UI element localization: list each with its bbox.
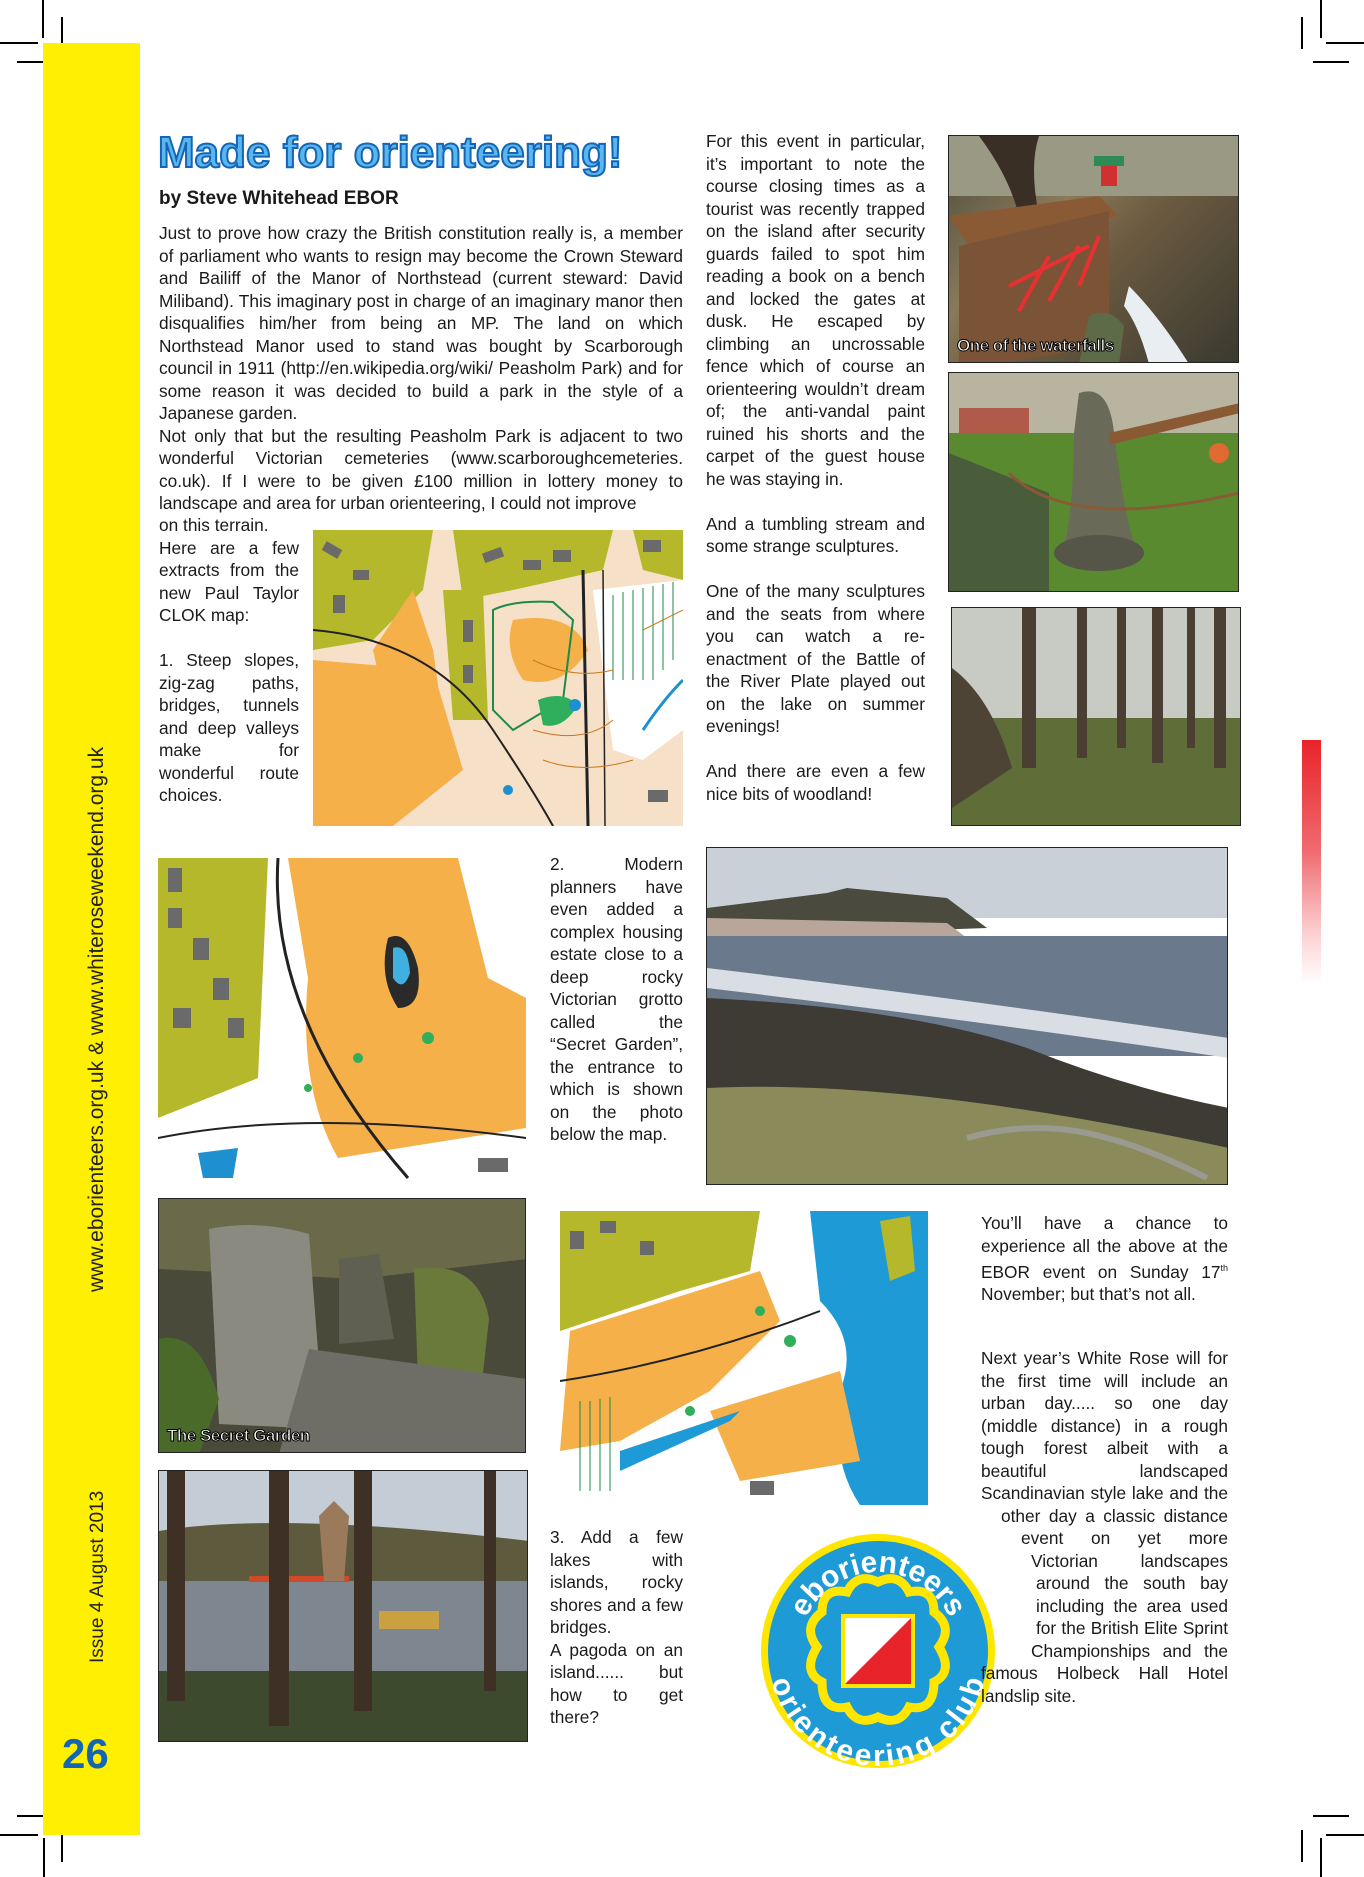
map-graphic-3 (560, 1211, 928, 1505)
article-title: Made for orienteering! (158, 128, 623, 177)
crop-mark (42, 0, 44, 38)
woodland-image (952, 608, 1241, 826)
bay-image (707, 848, 1228, 1185)
point-2-paragraph (550, 853, 683, 1146)
crop-mark (0, 42, 38, 44)
logo-top-text: eborienteers (783, 1545, 973, 1622)
article-byline: by Steve Whitehead EBOR (159, 188, 399, 209)
point-1-text: 1. Steep slopes, zig-zag paths, bridges, tunnels and deep valleys make for wonderful route choices. (159, 650, 299, 805)
crop-mark (1326, 42, 1364, 44)
point-3b-text: A pagoda on an island...... but how to get there? (550, 1639, 683, 1727)
logo-bottom-text: orienteering club (764, 1672, 992, 1770)
closing-text-2: Next year’s White Rose will for the first time will include an urban day..... so one day (middle distance) in a rough tough forest albeit with a beautiful landscaped Scandinavian style lake and the other day a classic distance event on yet more Victorian landscapes around the south bay including the area used for the British Elite Sprint Championships and the famous Holbeck Hall Hotel landslip site. (981, 1348, 1228, 1706)
page-number: 26 (62, 1730, 109, 1777)
closing-text-sup: th (1220, 1263, 1228, 1273)
col2-paragraph-3: One of the many sculptures and the seats from where you can watch a re-enactment of the Battle of the River Plate played out on the lake on summer evenings! (706, 581, 925, 736)
crop-mark (1320, 1838, 1322, 1877)
point-3-paragraph (550, 1526, 683, 1729)
col2-paragraph-2: And a tumbling stream and some strange sculptures. (706, 513, 925, 556)
sculpture-image (949, 373, 1239, 592)
issue-label: Issue 4 August 2013 (87, 1490, 108, 1663)
closing-text-1b: November; but that’s not all. (981, 1284, 1196, 1305)
crop-mark (1326, 1834, 1364, 1836)
intro-paragraph (159, 222, 683, 515)
secret-garden-image (159, 1199, 526, 1453)
point-2-text: 2. Modern planners have even added a complex housing estate close to a deep rocky Victorian grotto called the “Secret Garden”, the entrance to which is shown on the photo below the map. (550, 854, 683, 1144)
photo-pagoda-lake (158, 1470, 528, 1742)
crop-mark (1301, 1830, 1303, 1862)
intro-end (159, 514, 299, 807)
extracts-text: Here are a few extracts from the new Paul Taylor CLOK map: (159, 537, 299, 625)
closing-text-1a: You’ll have a chance to experience all the above at the EBOR event on Sunday 17 (981, 1213, 1228, 1282)
map-graphic (313, 530, 683, 826)
sidebar-urls: www.eborienteers.org.uk & www.whiteroseweekend.org.uk (85, 746, 108, 1292)
crop-mark (1320, 0, 1322, 38)
caption-secret-garden: The Secret Garden (167, 1426, 310, 1445)
closing-paragraph-2 (981, 1347, 1228, 1707)
photo-waterfall (948, 135, 1239, 363)
orienteering-map-3 (560, 1211, 928, 1505)
photo-woodland (951, 607, 1241, 826)
orienteering-map-2 (158, 858, 526, 1188)
intro-text-2: Not only that but the resulting Peasholm Park is adjacent to two wonderful Victorian cemeteries (www.scarboroughcemeteries. co.uk). If I were to be given £100 million in lottery money to landscape and area for urban orienteering, I could not improve (159, 425, 683, 513)
caption-waterfall: One of the waterfalls (957, 336, 1114, 355)
red-accent-bar (1302, 740, 1321, 985)
point-3a-text: 3. Add a few lakes with islands, rocky shores and a few bridges. (550, 1527, 683, 1637)
orienteering-map-1 (313, 530, 683, 826)
column-2-text (706, 130, 925, 805)
photo-secret-garden (158, 1198, 526, 1453)
crop-mark (0, 1834, 38, 1836)
pagoda-lake-image (159, 1471, 528, 1742)
crop-mark (1301, 17, 1303, 49)
photo-sculpture (948, 372, 1239, 592)
col2-paragraph-1: For this event in particular, it’s important to note the course closing times as a tourist was recently trapped on the island after security guards failed to spot him reading a book on a bench and locked the gates at dusk. He escaped by climbing an uncrossable fence which of course an orienteering wouldn’t dream of; the anti-vandal paint ruined his shorts and the carpet of the guest house he was staying in. (706, 131, 925, 489)
closing-paragraph-1 (981, 1212, 1228, 1306)
map-graphic-2 (158, 858, 526, 1188)
intro-text-3: on this terrain. (159, 515, 269, 535)
photo-south-bay (706, 847, 1228, 1185)
club-logo-icon (759, 1532, 997, 1770)
crop-mark (1313, 61, 1349, 63)
eborienteers-logo (759, 1532, 997, 1770)
intro-text-1: Just to prove how crazy the British constitution really is, a member of parliament who wants to resign may become the Crown Steward and Bailiff of the Manor of Northstead (current steward: David Miliband). This imaginary post in charge of an imaginary manor then disqualifies him/her from being an MP. The land on which Northstead Manor used to stand was bought by Scarborough council in 1911 (http://en.wikipedia.org/wiki/ Peasholm Park) and for some reason it was decided to build a park in the style of a Japanese garden. (159, 223, 683, 423)
col2-paragraph-4: And there are even a few nice bits of woodland! (706, 761, 925, 804)
crop-mark (43, 1838, 45, 1877)
waterfall-image (949, 136, 1239, 363)
crop-mark (1313, 1815, 1349, 1817)
